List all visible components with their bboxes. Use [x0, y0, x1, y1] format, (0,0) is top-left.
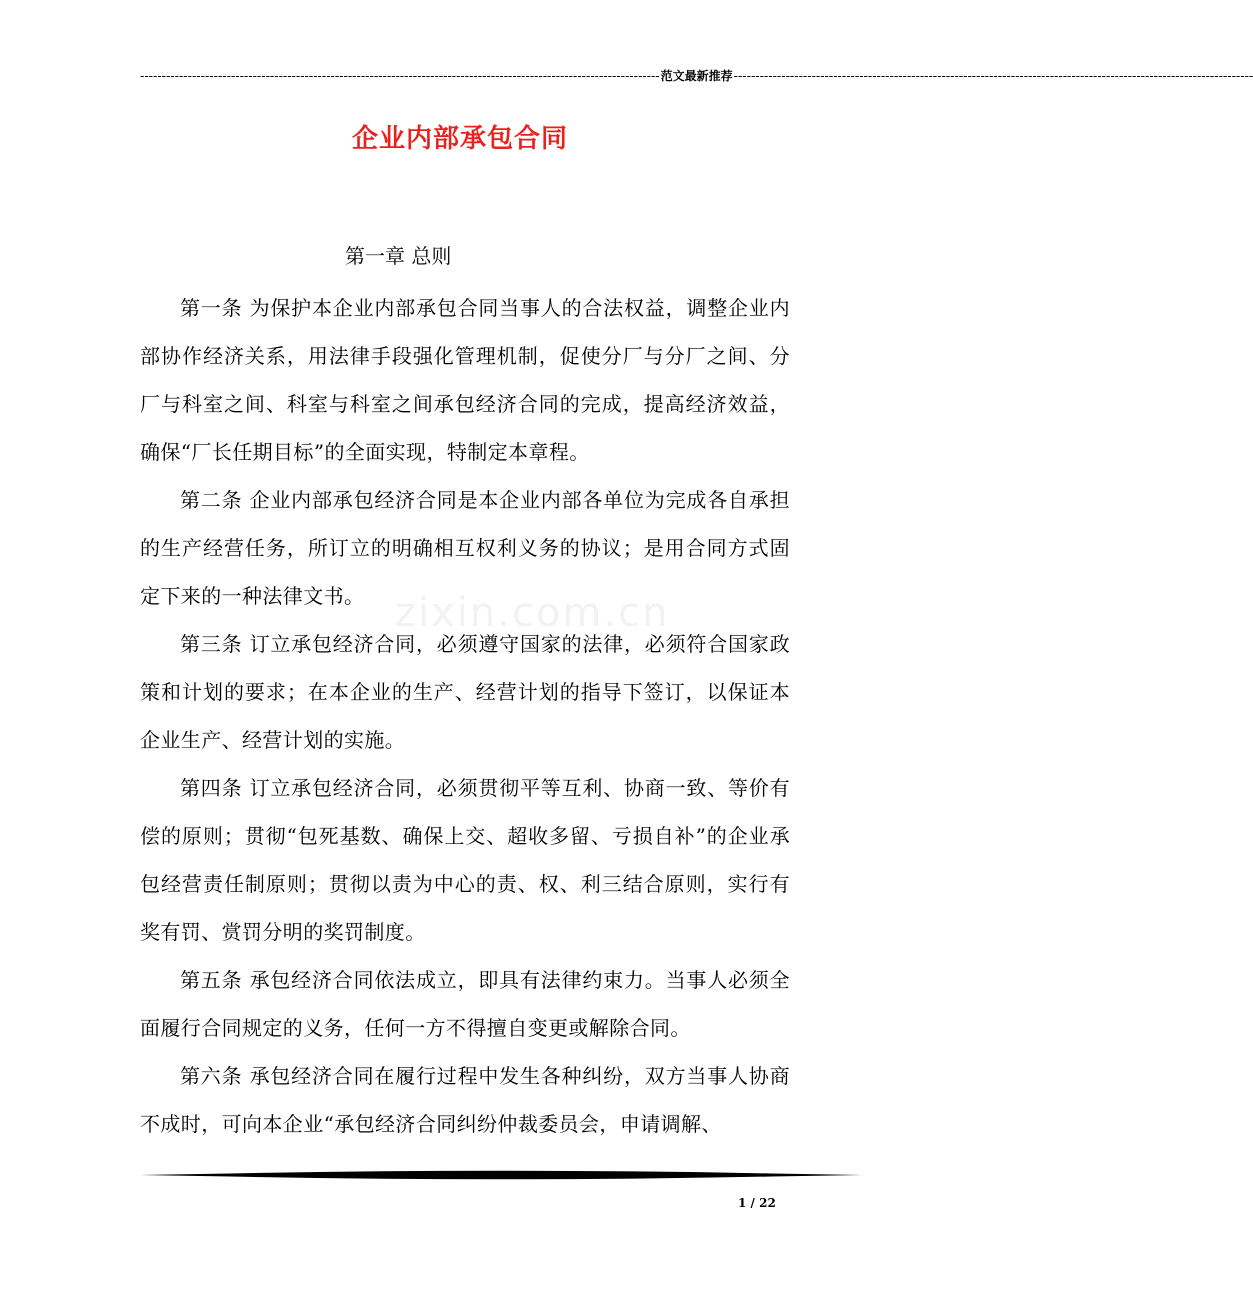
header-dashes-left: ------------------------------------------------------------------------------------------------------------------------: [140, 69, 660, 83]
article-3: 第三条 订立承包经济合同，必须遵守国家的法律，必须符合国家政策和计划的要求；在本企业的生产、经营计划的指导下签订，以保证本企业生产、经营计划的实施。: [140, 632, 790, 752]
article-1: 第一条 为保护本企业内部承包合同当事人的合法权益，调整企业内部协作经济关系，用法律手段强化管理机制，促使分厂与分厂之间、分厂与科室之间、科室与科室之间承包经济合同的完成，提高经济效益，确保“厂长任期目标”的全面实现，特制定本章程。: [140, 296, 790, 464]
article-2: 第二条 企业内部承包经济合同是本企业内部各单位为完成各自承担的生产经营任务，所订立的明确相互权利义务的协议；是用合同方式固定下来的一种法律文书。: [140, 488, 790, 608]
article-4: 第四条 订立承包经济合同，必须贯彻平等互利、协商一致、等价有偿的原则；贯彻“包死基数、确保上交、超收多留、亏损自补”的企业承包经营责任制原则；贯彻以责为中心的责、权、利三结合原则，实行有奖有罚、赏罚分明的奖罚制度。: [140, 776, 790, 944]
document-body: [140, 284, 790, 1148]
article-5: 第五条 承包经济合同依法成立，即具有法律约束力。当事人必须全面履行合同规定的义务，任何一方不得擅自变更或解除合同。: [140, 968, 790, 1040]
header-banner: [140, 66, 1253, 86]
document-title: 企业内部承包合同: [351, 124, 568, 154]
page-number: 1 / 22: [738, 1196, 776, 1210]
header-label: 范文最新推荐: [660, 69, 733, 83]
article-6: 第六条 承包经济合同在履行过程中发生各种纠纷，双方当事人协商不成时，可向本企业“承包经济合同纠纷仲裁委员会，申请调解、: [140, 1064, 790, 1136]
watermark: zixin.com.cn: [395, 590, 670, 636]
header-dashes-right: ------------------------------------------------------------------------------------------------------------------------: [733, 69, 1253, 83]
footer-rule: [140, 1168, 862, 1182]
chapter-heading: 第一章 总则: [345, 244, 452, 268]
